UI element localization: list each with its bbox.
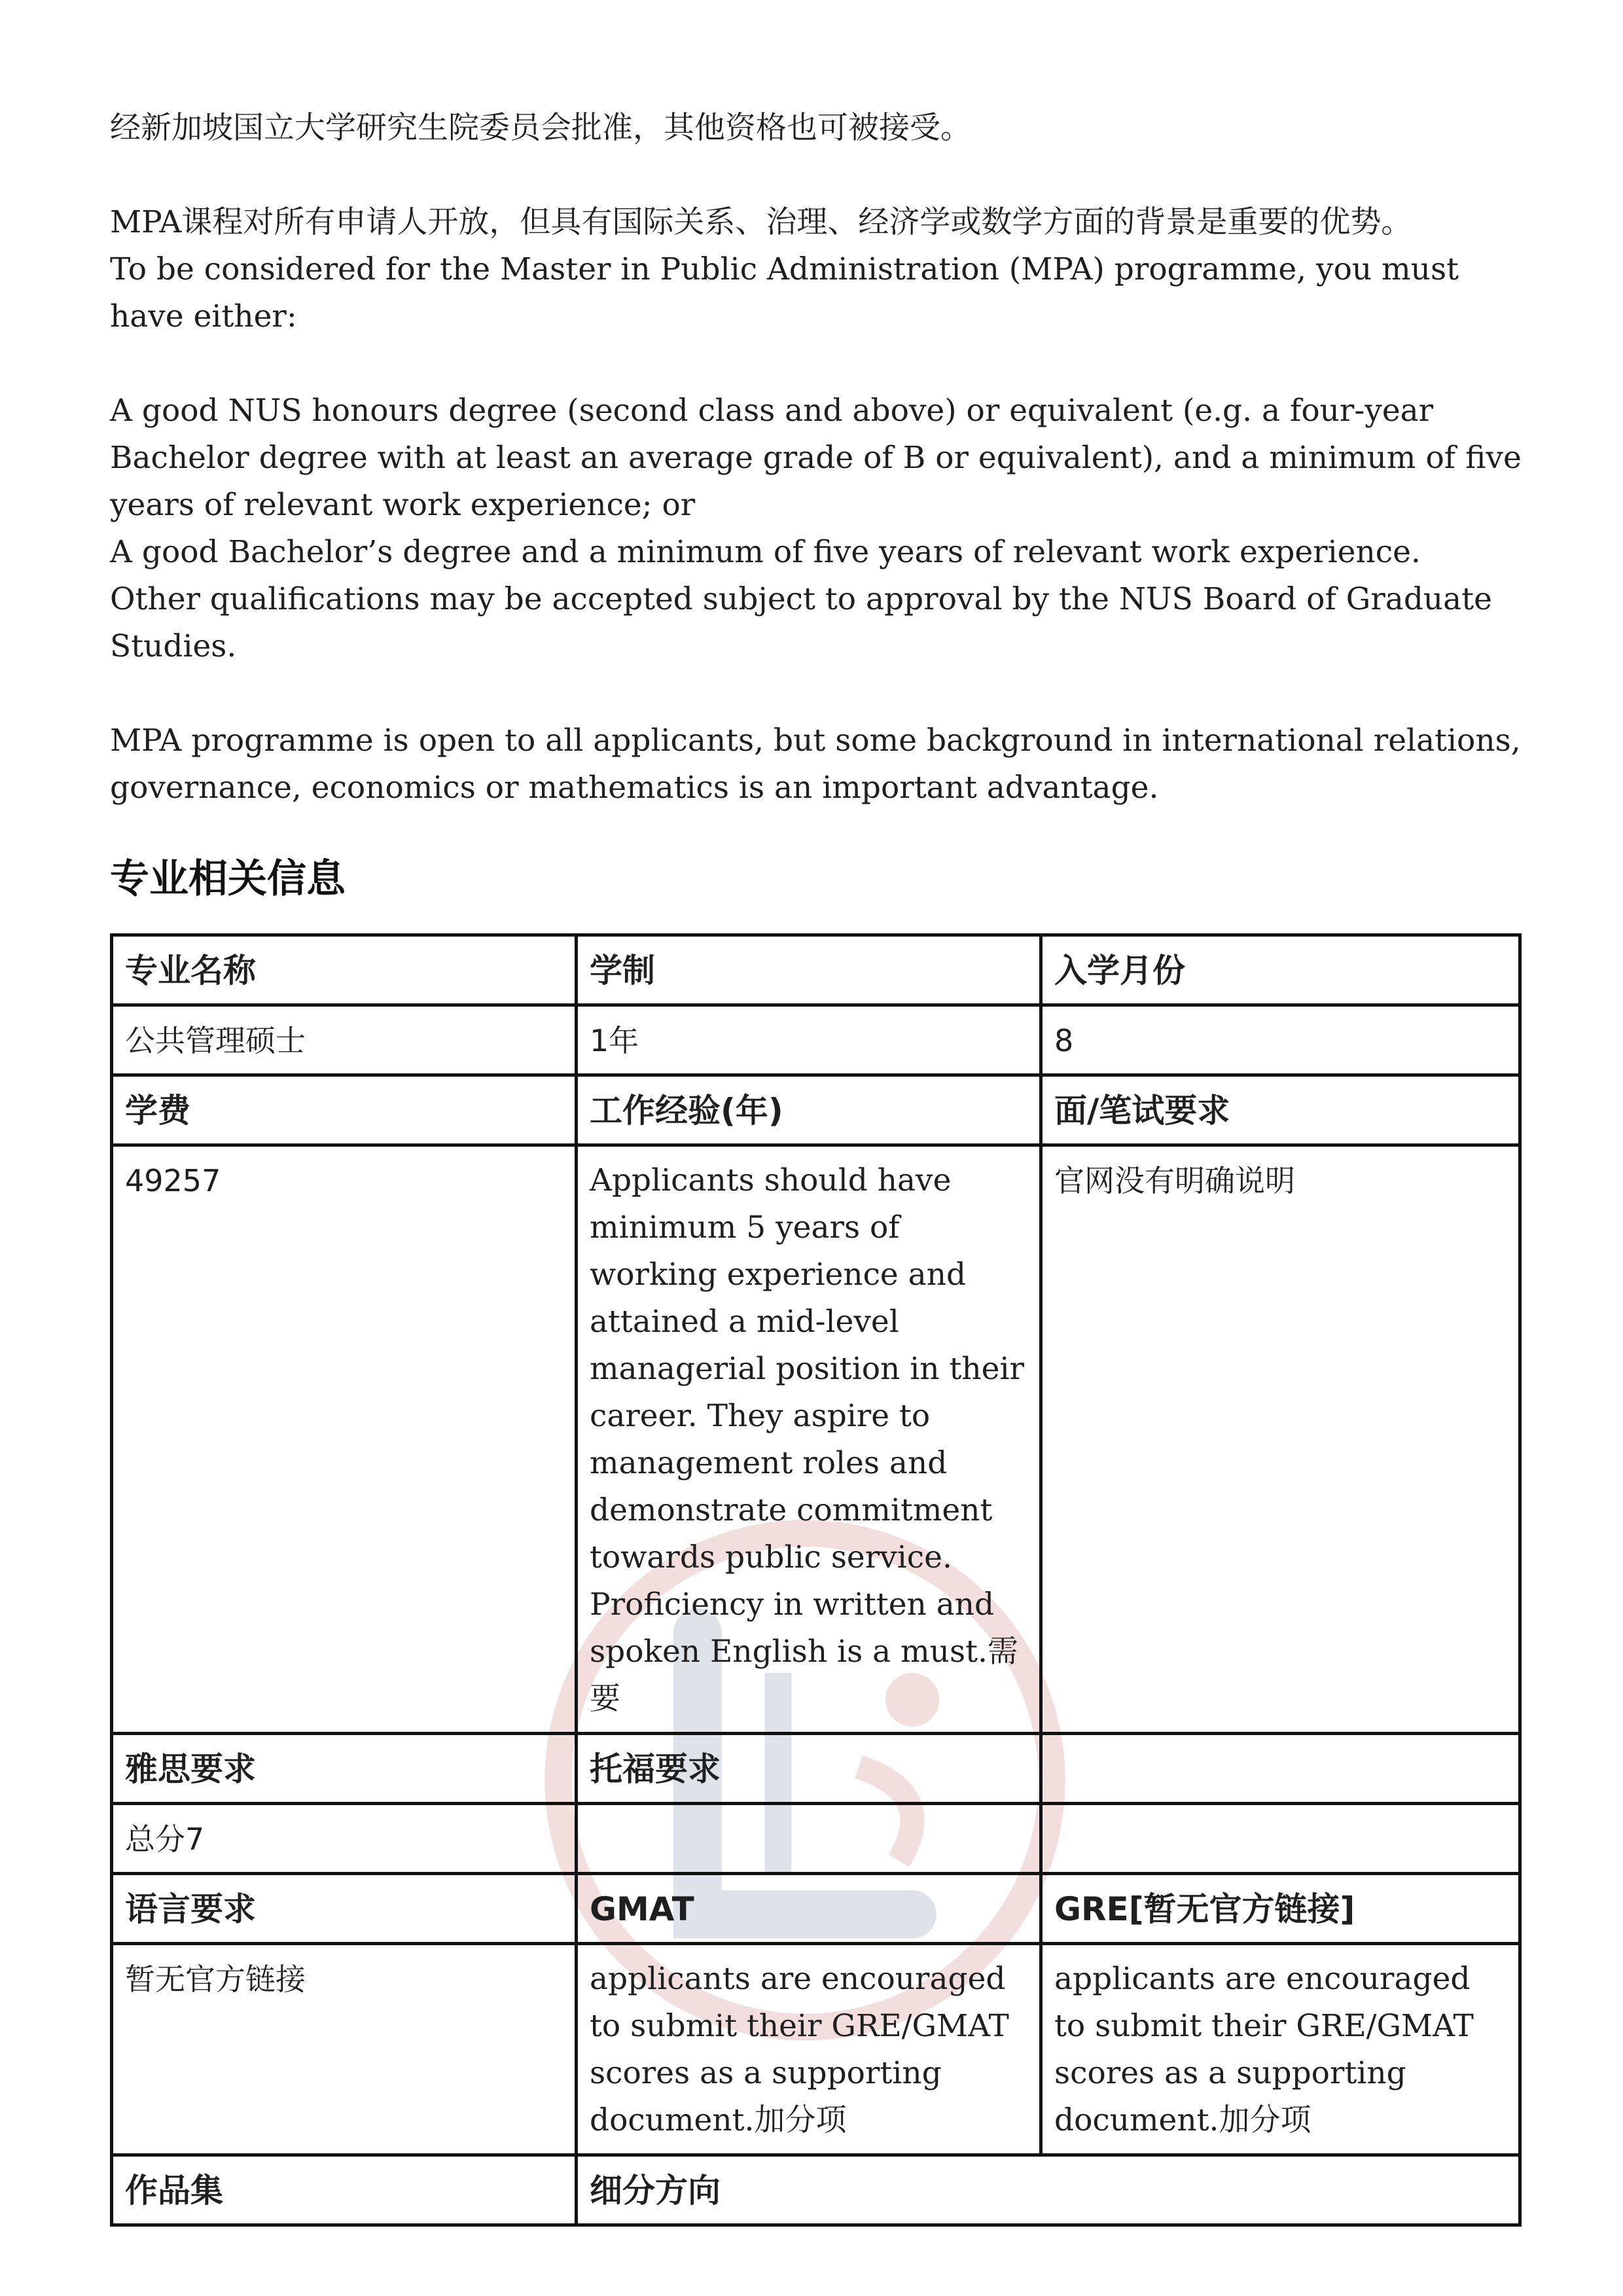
header-intake-month: 入学月份 <box>1041 935 1520 1005</box>
intro-paragraph-2: MPA课程对所有申请人开放，但具有国际关系、治理、经济学或数学方面的背景是重要的优势。 <box>110 204 1412 240</box>
table-row <box>112 1874 1520 1944</box>
section-title: 专业相关信息 <box>110 856 346 902</box>
table-row <box>112 1944 1520 2155</box>
header-specialization: 细分方向 <box>577 2155 1520 2225</box>
table-row <box>112 2155 1520 2225</box>
cell-toefl <box>577 1804 1041 1874</box>
header-interview-requirement: 面/笔试要求 <box>1041 1075 1520 1145</box>
table-row <box>112 935 1520 1005</box>
cell-duration: 1年 <box>577 1005 1041 1075</box>
intro-paragraph-7: MPA programme is open to all applicants, but some background in international relations, governance, economics or mathematics is an important advantage. <box>110 723 1521 806</box>
table-row <box>112 1075 1520 1145</box>
cell-ielts: 总分7 <box>112 1804 577 1874</box>
header-tuition: 学费 <box>112 1075 577 1145</box>
header-toefl: 托福要求 <box>577 1734 1041 1804</box>
intro-paragraph-3: To be considered for the Master in Public Administration (MPA) programme, you must have either: <box>110 251 1459 334</box>
document-body <box>110 105 1524 2227</box>
cell-work-experience: Applicants should have minimum 5 years of working experience and attained a mid-level managerial position in their career. They aspire to management roles and demonstrate commitment towards public service. Proficiency in written and spoken English is a must.需要 <box>577 1145 1041 1734</box>
intro-paragraph-6: Other qualifications may be accepted subject to approval by the NUS Board of Graduate Studies. <box>110 581 1492 664</box>
header-language: 语言要求 <box>112 1874 577 1944</box>
cell-empty <box>1041 1804 1520 1874</box>
cell-intake-month: 8 <box>1041 1005 1520 1075</box>
header-ielts: 雅思要求 <box>112 1734 577 1804</box>
intro-paragraph-4: A good NUS honours degree (second class and above) or equivalent (e.g. a four-year Bachelor degree with at least an average grade of B or equivalent), and a minimum of five years of relevant work experience; or <box>110 393 1522 523</box>
header-portfolio: 作品集 <box>112 2155 577 2225</box>
cell-gmat: applicants are encouraged to submit their GRE/GMAT scores as a supporting document.加分项 <box>577 1944 1041 2155</box>
header-work-experience: 工作经验(年) <box>577 1075 1041 1145</box>
intro-paragraph-1: 经新加坡国立大学研究生院委员会批准，其他资格也可被接受。 <box>110 110 971 146</box>
program-info-table <box>110 933 1522 2227</box>
header-program-name: 专业名称 <box>112 935 577 1005</box>
cell-interview-requirement: 官网没有明确说明 <box>1041 1145 1520 1734</box>
header-duration: 学制 <box>577 935 1041 1005</box>
table-row <box>112 1734 1520 1804</box>
table-row <box>112 1145 1520 1734</box>
cell-language: 暂无官方链接 <box>112 1944 577 2155</box>
table-row <box>112 1804 1520 1874</box>
header-empty <box>1041 1734 1520 1804</box>
cell-tuition: 49257 <box>112 1145 577 1734</box>
header-gmat: GMAT <box>577 1874 1041 1944</box>
table-row <box>112 1005 1520 1075</box>
cell-program-name: 公共管理硕士 <box>112 1005 577 1075</box>
intro-paragraph-5: A good Bachelor’s degree and a minimum of five years of relevant work experience. <box>110 534 1421 570</box>
header-gre: GRE[暂无官方链接] <box>1041 1874 1520 1944</box>
cell-gre: applicants are encouraged to submit their GRE/GMAT scores as a supporting document.加分项 <box>1041 1944 1520 2155</box>
